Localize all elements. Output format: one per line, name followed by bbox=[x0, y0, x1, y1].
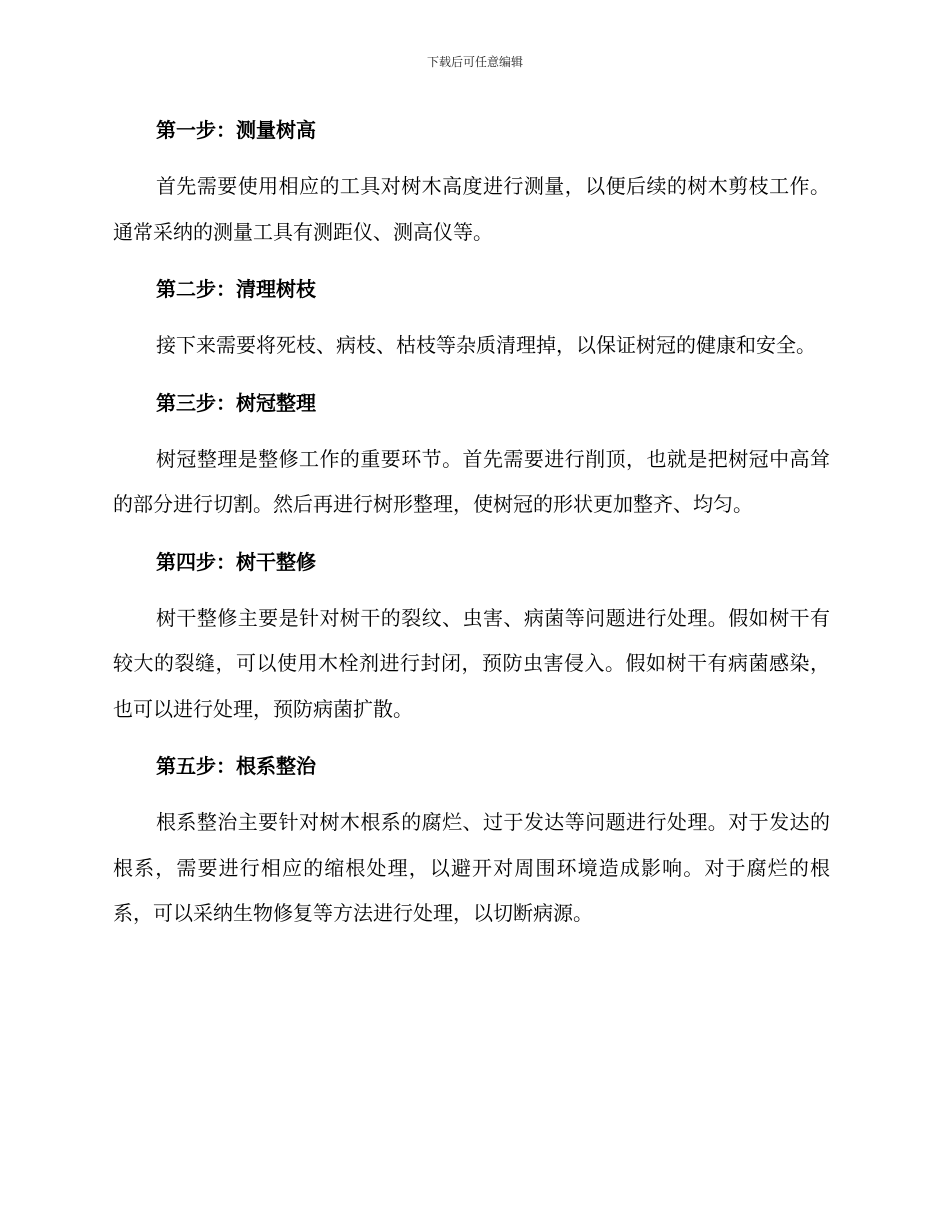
step-3-heading: 第三步：树冠整理 bbox=[156, 390, 316, 415]
document-body bbox=[113, 110, 830, 937]
step-1-heading: 第一步：测量树高 bbox=[156, 118, 316, 142]
step-4-heading: 第四步：树干整修 bbox=[156, 549, 316, 574]
page-header-note: 下载后可任意编辑 bbox=[426, 55, 523, 69]
step-1-body: 首先需要使用相应的工具对树木高度进行测量，以便后续的树木剪枝工作。通常采纳的测量工具有测距仪、测高仪等。 bbox=[113, 174, 830, 244]
step-4-body: 树干整修主要是针对树干的裂纹、虫害、病菌等问题进行处理。假如树干有较大的裂缝，可以使用木栓剂进行封闭，预防虫害侵入。假如树干有病菌感染，也可以进行处理，预防病菌扩散。 bbox=[113, 605, 830, 721]
step-5-heading: 第五步：根系整治 bbox=[156, 754, 316, 778]
step-2-heading: 第二步：清理树枝 bbox=[156, 277, 316, 301]
step-3-body: 树冠整理是整修工作的重要环节。首先需要进行削顶，也就是把树冠中高耸的部分进行切割。然后再进行树形整理，使树冠的形状更加整齐、均匀。 bbox=[113, 446, 830, 516]
step-2-body: 接下来需要将死枝、病枝、枯枝等杂质清理掉，以保证树冠的健康和安全。 bbox=[156, 333, 816, 357]
step-5-body: 根系整治主要针对树木根系的腐烂、过于发达等问题进行处理。对于发达的根系，需要进行相应的缩根处理，以避开对周围环境造成影响。对于腐烂的根系，可以采纳生物修复等方法进行处理，以切断病源。 bbox=[113, 810, 830, 925]
